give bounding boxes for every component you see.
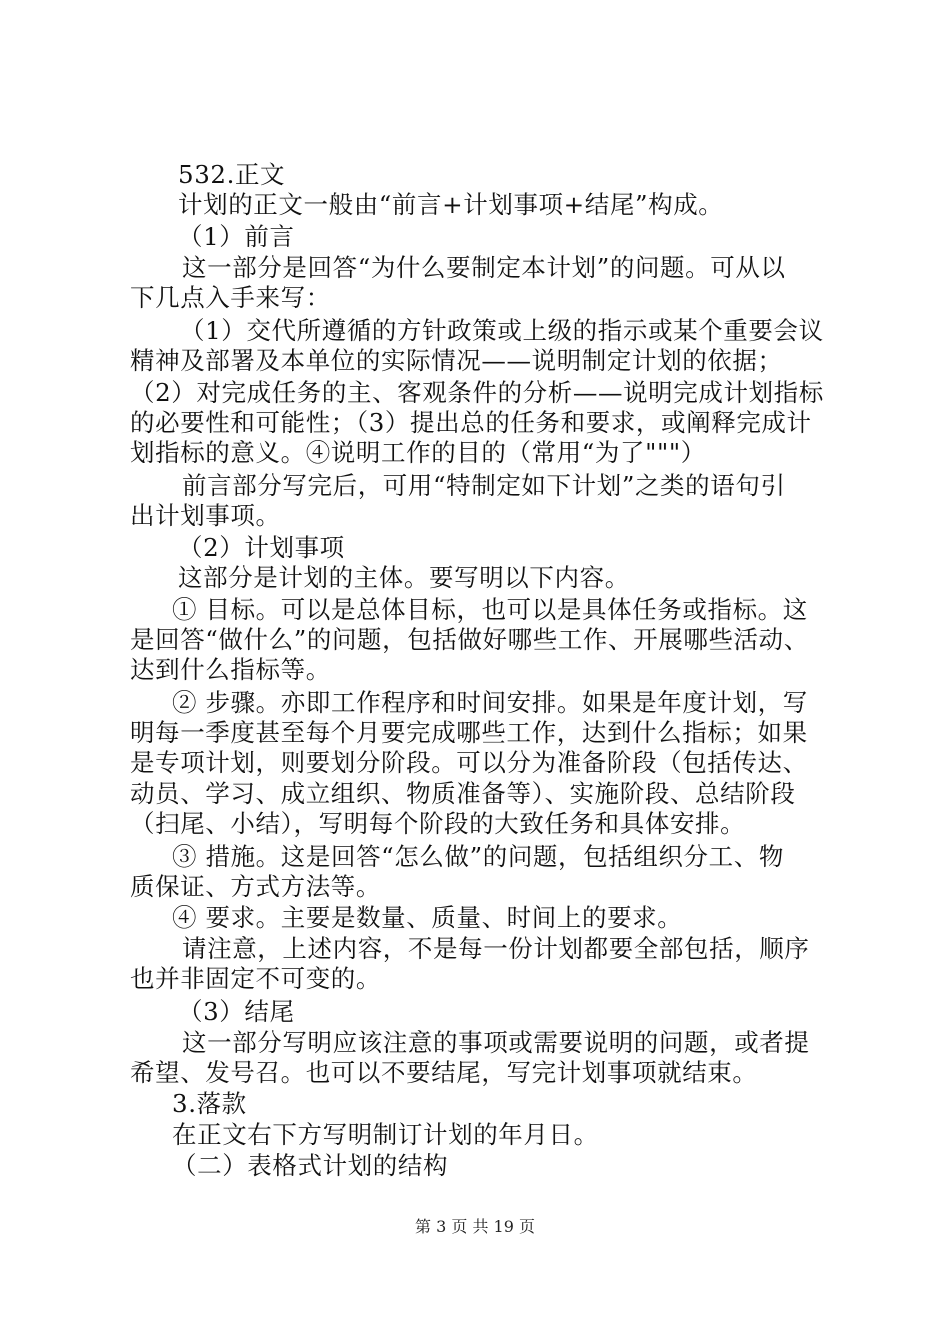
text-line: 前言部分写完后，可用“特制定如下计划”之类的语句引 xyxy=(182,471,786,500)
text-line: 3.落款 xyxy=(172,1089,247,1118)
text-line: 也并非固定不可变的。 xyxy=(130,964,381,993)
text-line: 是回答“做什么”的问题，包括做好哪些工作、开展哪些活动、 xyxy=(130,625,809,654)
text-line: 希望、发号召。也可以不要结尾，写完计划事项就结束。 xyxy=(130,1058,758,1087)
text-line: 划指标的意义。④说明工作的目的（常用“为了"""） xyxy=(130,438,706,467)
text-line: 532.正文 xyxy=(178,160,286,189)
text-line: 出计划事项。 xyxy=(130,501,281,530)
text-line: ② 步骤。亦即工作程序和时间安排。如果是年度计划，写 xyxy=(172,688,808,717)
text-line: ④ 要求。主要是数量、质量、时间上的要求。 xyxy=(172,903,683,932)
text-line: 是专项计划，则要划分阶段。可以分为准备阶段（包括传达、 xyxy=(130,748,808,777)
text-line: （1）交代所遵循的方针政策或上级的指示或某个重要会议 xyxy=(180,316,824,345)
text-line: 这一部分是回答“为什么要制定本计划”的问题。可从以 xyxy=(182,253,786,282)
text-line: ① 目标。可以是总体目标，也可以是具体任务或指标。这 xyxy=(172,595,808,624)
text-line: 在正文右下方写明制订计划的年月日。 xyxy=(172,1120,599,1149)
text-line: 精神及部署及本单位的实际情况——说明制定计划的依据； xyxy=(130,346,783,375)
text-line: 请注意，上述内容，不是每一份计划都要全部包括，顺序 xyxy=(182,934,810,963)
text-line: （2）计划事项 xyxy=(178,533,345,562)
text-line: 的必要性和可能性；（3）提出总的任务和要求，或阐释完成计 xyxy=(130,408,812,437)
text-line: 下几点入手来写： xyxy=(130,283,331,312)
text-line: 这部分是计划的主体。要写明以下内容。 xyxy=(178,563,630,592)
text-line: （3）结尾 xyxy=(178,997,295,1026)
text-line: 质保证、方式方法等。 xyxy=(130,872,381,901)
text-line: 动员、学习、成立组织、物质准备等）、实施阶段、总结阶段 xyxy=(130,779,796,808)
text-line: （1）前言 xyxy=(178,222,295,251)
text-line: （二）表格式计划的结构 xyxy=(172,1151,449,1180)
text-line: ③ 措施。这是回答“怎么做”的问题，包括组织分工、物 xyxy=(172,842,784,871)
page-footer: 第 3 页 共 19 页 xyxy=(415,1217,535,1236)
text-line: （扫尾、小结），写明每个阶段的大致任务和具体安排。 xyxy=(130,809,746,838)
text-line: 这一部分写明应该注意的事项或需要说明的问题，或者提 xyxy=(182,1028,810,1057)
text-line: （2）对完成任务的主、客观条件的分析——说明完成计划指标 xyxy=(130,378,824,407)
text-line: 计划的正文一般由“前言+计划事项+结尾”构成。 xyxy=(178,190,724,219)
text-line: 明每一季度甚至每个月要完成哪些工作，达到什么指标；如果 xyxy=(130,718,808,747)
text-line: 达到什么指标等。 xyxy=(130,655,331,684)
